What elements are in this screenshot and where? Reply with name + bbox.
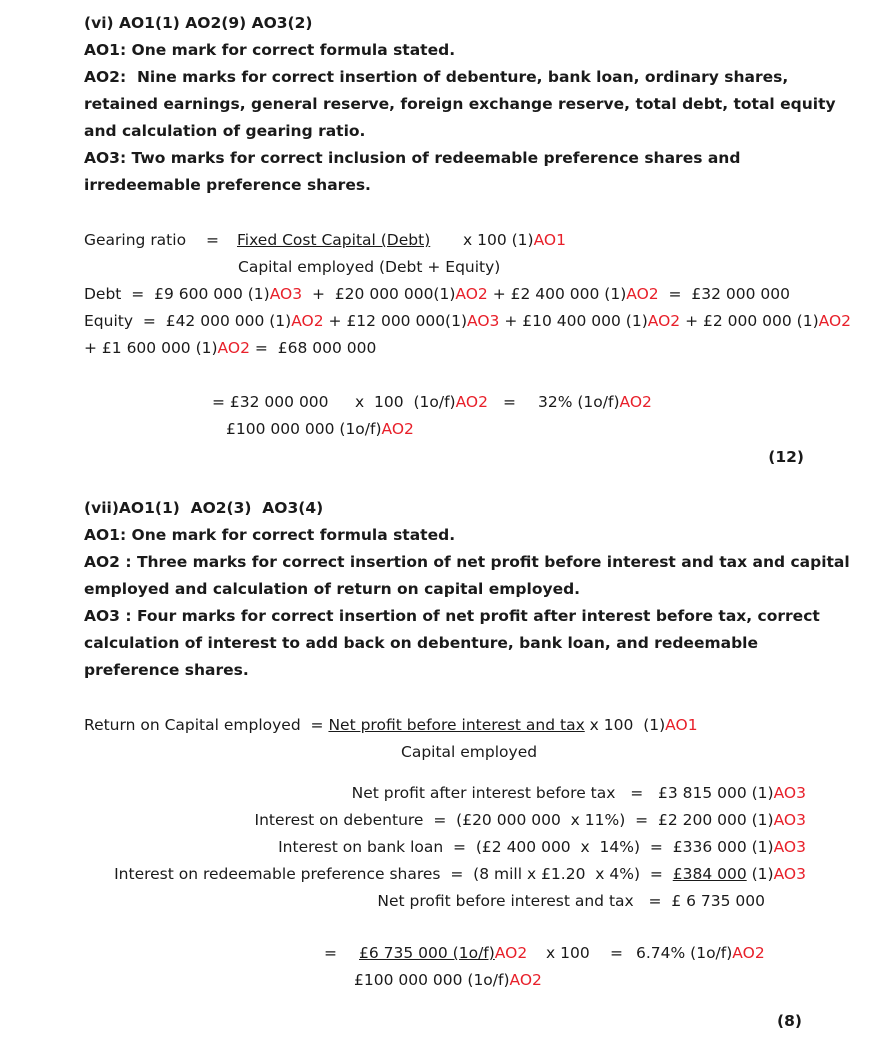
roce-calc-denominator-ao-tag: AO2 (509, 971, 542, 989)
equity2-a: + £1 600 000 (1) (84, 339, 218, 357)
roce-times-100: x 100 (1) (584, 716, 666, 734)
section-vi-ao2-desc-2: retained earnings, general reserve, foreign exchange reserve, total debt, total equity (84, 95, 836, 113)
equity1-c: + £10 400 000 (1) (499, 312, 648, 330)
gearing-calc-result (538, 392, 652, 412)
roce-row-3 (278, 837, 806, 857)
debt-ao2a-tag: AO2 (455, 285, 488, 303)
roce-calc-result (636, 943, 765, 963)
section-vii-ao1-desc: AO1: One mark for correct formula stated. (84, 526, 456, 544)
gearing-numerator: Fixed Cost Capital (Debt) (237, 231, 431, 249)
equity1-ao3-tag: AO3 (467, 312, 500, 330)
section-vii-ao2-desc-2: employed and calculation of return on capital employed. (84, 580, 581, 598)
roce-calc-denominator-text: £100 000 000 (1o/f) (354, 971, 510, 989)
gearing-denominator: Capital employed (Debt + Equity) (238, 258, 501, 276)
gearing-calc-times-ao-tag: AO2 (455, 393, 488, 411)
gearing-calc-result-text: 32% (1o/f) (538, 393, 620, 411)
section-vi-ao3-desc-1: AO3: Two marks for correct inclusion of redeemable preference shares and (84, 149, 741, 167)
roce-row-2-text: Interest on debenture = (£20 000 000 x 11%) = £2 200 000 (1) (254, 811, 774, 829)
section-vi-heading: (vi) AO1(1) AO2(9) AO3(2) (84, 14, 313, 32)
roce-row-1-ao-tag: AO3 (773, 784, 806, 802)
equity1-d: + £2 000 000 (1) (680, 312, 819, 330)
roce-row-1 (352, 783, 806, 803)
gearing-calc-denominator-ao-tag: AO2 (381, 420, 414, 438)
roce-ao1-tag: AO1 (665, 716, 698, 734)
section-vi-ao1-desc: AO1: One mark for correct formula stated. (84, 41, 456, 59)
equity1-a: Equity = £42 000 000 (1) (84, 312, 292, 330)
debt-c: + £2 400 000 (1) (487, 285, 627, 303)
roce-calc-equals-2: = (610, 944, 623, 962)
equity1-ao2b-tag: AO2 (647, 312, 681, 330)
gearing-calc-times-text: x 100 (1o/f) (355, 393, 456, 411)
roce-calc-numerator-text: £6 735 000 (1o/f) (359, 944, 495, 962)
equity1-b: + £12 000 000(1) (323, 312, 468, 330)
equity-line-2 (84, 338, 376, 358)
debt-a: Debt = £9 600 000 (1) (84, 285, 270, 303)
roce-calc-equals: = (324, 944, 337, 962)
roce-row-5: Net profit before interest and tax = £ 6 735 000 (377, 892, 765, 910)
gearing-times-100-text: x 100 (1) (463, 231, 534, 249)
debt-line (84, 284, 790, 304)
roce-row-4-text: Interest on redeemable preference shares = (8 mill x £1.20 x 4%) = (114, 865, 673, 883)
section-vii-ao3-desc-3: preference shares. (84, 661, 249, 679)
gearing-times-100 (463, 230, 566, 250)
equity2-ao2-tag: AO2 (217, 339, 250, 357)
roce-numerator: Net profit before interest and tax (328, 716, 585, 734)
roce-row-4 (114, 864, 806, 884)
gearing-calc-equals: = (503, 393, 516, 411)
gearing-ratio-label: Gearing ratio (84, 231, 187, 249)
gearing-calc-denominator-text: £100 000 000 (1o/f) (226, 420, 382, 438)
section-vii-heading: (vii)AO1(1) AO2(3) AO3(4) (84, 499, 324, 517)
roce-denominator: Capital employed (401, 743, 538, 761)
debt-d: = £32 000 000 (658, 285, 790, 303)
roce-row-3-text: Interest on bank loan = (£2 400 000 x 14%) = £336 000 (1) (278, 838, 774, 856)
equity2-b: = £68 000 000 (249, 339, 377, 357)
roce-row-4-ao-tag: AO3 (773, 865, 806, 883)
debt-b: + £20 000 000(1) (302, 285, 456, 303)
gearing-equals: = (206, 231, 219, 249)
roce-row-2-ao-tag: AO3 (773, 811, 806, 829)
gearing-calc-times (355, 392, 488, 412)
section-vi-marks: (12) (768, 448, 804, 466)
roce-row-4-underlined: £384 000 (672, 865, 747, 883)
roce-label: Return on Capital employed = (84, 716, 329, 734)
roce-calc-result-ao-tag: AO2 (732, 944, 765, 962)
roce-calc-times: x 100 (546, 944, 590, 962)
roce-calc-result-text: 6.74% (1o/f) (636, 944, 733, 962)
debt-ao2b-tag: AO2 (626, 285, 659, 303)
section-vii-ao3-desc-2: calculation of interest to add back on debenture, bank loan, and redeemable (84, 634, 758, 652)
roce-row-2 (255, 810, 806, 830)
gearing-calc-denominator (226, 419, 414, 439)
roce-calc-numerator (359, 943, 527, 963)
roce-calc-numerator-ao-tag: AO2 (494, 944, 528, 962)
roce-calc-denominator (354, 970, 542, 990)
equity1-ao2c-tag: AO2 (818, 312, 852, 330)
roce-row-3-ao-tag: AO3 (773, 838, 806, 856)
equity1-ao2a-tag: AO2 (291, 312, 324, 330)
section-vii-marks: (8) (777, 1012, 802, 1030)
gearing-calc-numerator: = £32 000 000 (212, 393, 329, 411)
section-vi-ao3-desc-2: irredeemable preference shares. (84, 176, 371, 194)
section-vii-ao2-desc-1: AO2 : Three marks for correct insertion of net profit before interest and tax and capital (84, 553, 850, 571)
gearing-calc-result-ao-tag: AO2 (619, 393, 652, 411)
section-vi-ao2-desc-3: and calculation of gearing ratio. (84, 122, 366, 140)
section-vi-ao2-desc-1: AO2: Nine marks for correct insertion of debenture, bank loan, ordinary shares, (84, 68, 789, 86)
gearing-ao1-tag: AO1 (533, 231, 566, 249)
roce-formula-line (84, 715, 698, 735)
roce-row-4-suffix: (1) (746, 865, 774, 883)
roce-row-1-text: Net profit after interest before tax = £3 815 000 (1) (351, 784, 774, 802)
equity-line-1 (84, 311, 851, 331)
section-vii-ao3-desc-1: AO3 : Four marks for correct insertion of net profit after interest before tax, correct (84, 607, 820, 625)
debt-ao3-tag: AO3 (269, 285, 303, 303)
